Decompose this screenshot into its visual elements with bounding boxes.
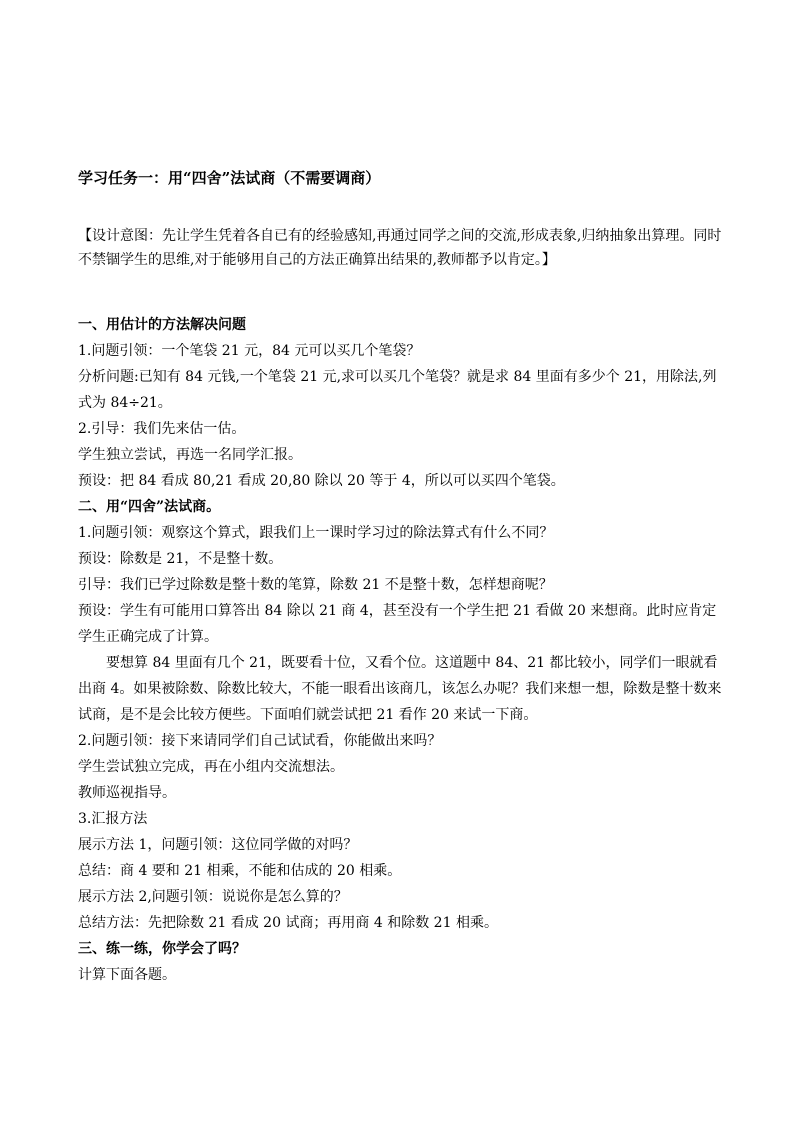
paragraph: 要想算 84 里面有几个 21，既要看十位，又看个位。这道题中 84、21 都比较小，同学们一眼就看出商 4。如果被除数、除数比较大，不能一眼看出该商几，该怎么办呢？我们来想一想，除数是整十数来试商，是不是会比较方便些。下面咱们就尝试把 21 看作 20 来试一下商。 (78, 655, 722, 723)
paragraph: 1.问题引领：一个笔袋 21 元，84 元可以买几个笔袋？ (78, 343, 421, 359)
section-heading: 一、用估计的方法解决问题 (78, 317, 246, 333)
paragraph: 教师巡视指导。 (78, 785, 176, 801)
paragraph: 展示方法 2,问题引领：说说你是怎么算的？ (78, 889, 348, 905)
document-page (78, 167, 722, 988)
paragraph: 2.引导：我们先来估一估。 (78, 421, 246, 437)
page-title: 学习任务一：用“四舍”法试商（不需要调商） (78, 169, 381, 187)
section-four-rounding (78, 494, 722, 936)
paragraph: 2.问题引领：接下来请同学们自己试试看，你能做出来吗？ (78, 733, 442, 749)
section-estimation (78, 312, 722, 494)
paragraph: 3.汇报方法 (78, 811, 148, 827)
paragraph: 学生尝试独立完成，再在小组内交流想法。 (78, 759, 344, 775)
paragraph: 预设：除数是 21，不是整十数。 (78, 551, 283, 567)
paragraph: 展示方法 1，问题引领：这位同学做的对吗？ (78, 837, 358, 853)
paragraph: 总结方法：先把除数 21 看成 20 试商；再用商 4 和除数 21 相乘。 (78, 915, 498, 931)
paragraph: 预设：学生有可能用口算答出 84 除以 21 商 4，甚至没有一个学生把 21 看做 20 来想商。此时应肯定学生正确完成了计算。 (78, 603, 717, 645)
design-intent-note: 【设计意图：先让学生凭着各自已有的经验感知,再通过同学之间的交流,形成表象,归纳抽象出算理。同时不禁锢学生的思维,对于能够用自己的方法正确算出结果的,教师都予以肯定。】 (78, 228, 722, 268)
section-heading: 三、练一练，你学会了吗？ (78, 941, 246, 957)
paragraph: 总结：商 4 要和 21 相乘，不能和估成的 20 相乘。 (78, 863, 402, 879)
paragraph: 预设：把 84 看成 80,21 看成 20,80 除以 20 等于 4，所以可以买四个笔袋。 (78, 473, 565, 489)
paragraph: 分析问题:已知有 84 元钱,一个笔袋 21 元,求可以买几个笔袋？就是求 84 里面有多少个 21，用除法,列式为 84÷21。 (78, 369, 717, 411)
section-practice (78, 936, 722, 988)
paragraph: 引导：我们已学过除数是整十数的笔算，除数 21 不是整十数，怎样想商呢？ (78, 577, 553, 593)
section-heading: 二、用“四舍”法试商。 (78, 499, 221, 515)
paragraph: 1.问题引领：观察这个算式，跟我们上一课时学习过的除法算式有什么不同？ (78, 525, 554, 541)
paragraph: 计算下面各题。 (78, 967, 176, 983)
paragraph: 学生独立尝试，再选一名同学汇报。 (78, 447, 302, 463)
